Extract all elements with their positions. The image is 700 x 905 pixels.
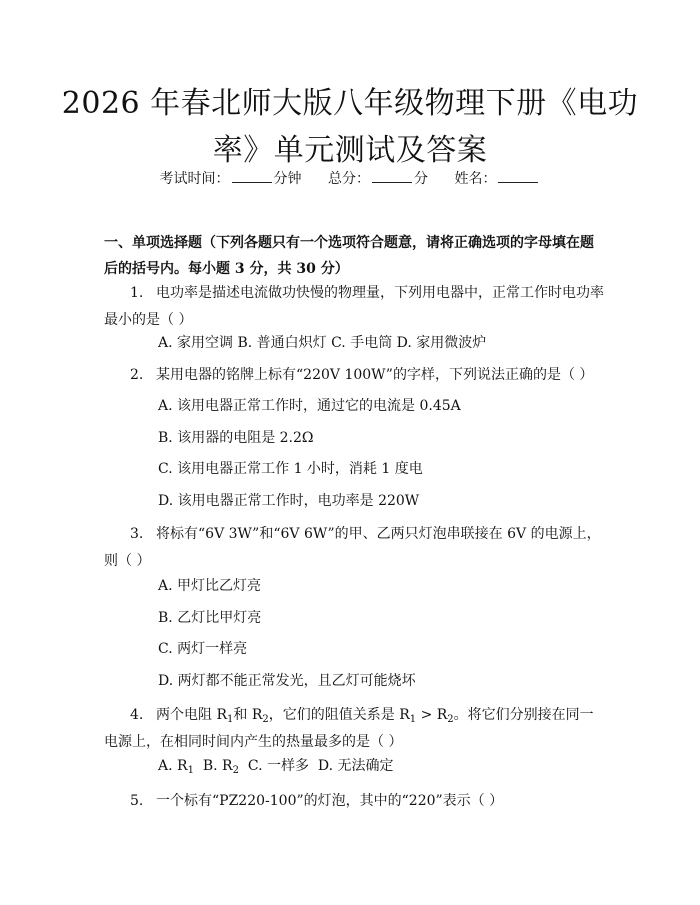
question-number: 1. <box>130 285 144 301</box>
question-1 <box>104 280 604 334</box>
question-3 <box>104 521 604 575</box>
time-unit: 分钟 <box>273 171 302 187</box>
score-blank[interactable] <box>372 170 412 183</box>
option-b: B. 该用器的电阻是 2.2Ω <box>158 430 314 446</box>
score-unit: 分 <box>414 171 428 187</box>
question-2 <box>104 362 604 389</box>
question-number: 2. <box>130 367 144 383</box>
question-5 <box>104 788 604 815</box>
time-label: 考试时间： <box>159 171 230 187</box>
page-title: 2026 年春北师大版八年级物理下册《电功率》单元测试及答案 <box>61 86 639 168</box>
question-4: 4. 两个电阻 $R_1$和 $R_2$，它们的阻值关系是 $R_1 > R_2$。将它们分别接在同一电源上，在相同时间内产生的热量最多的是（ ） <box>104 702 604 756</box>
question-1-options: A. 家用空调 B. 普通白炽灯 C. 手电筒 D. 家用微波炉 <box>158 335 487 351</box>
question-number: 5. <box>130 793 144 809</box>
option-a: A. 该用电器正常工作时，通过它的电流是 0.45A <box>158 398 461 414</box>
section-heading: 一、单项选择题（下列各题只有一个选项符合题意，请将正确选项的字母填在题后的括号内。每小题 3 分，共 30 分） <box>104 235 594 277</box>
question-number: 3. <box>130 526 144 542</box>
question-text: 某用电器的铭牌上标有“220V 100W”的字样，下列说法正确的是（ ） <box>156 367 594 383</box>
option-b: B. 乙灯比甲灯亮 <box>158 610 262 626</box>
option-d: D. 该用电器正常工作时，电功率是 220W <box>158 493 420 509</box>
question-text: 电功率是描述电流做功快慢的物理量，下列用电器中，正常工作时电功率最小的是（ ） <box>104 285 604 328</box>
option-a: A. 甲灯比乙灯亮 <box>158 578 262 594</box>
question-text: 将标有“6V 3W”和“6V 6W”的甲、乙两只灯泡串联接在 6V 的电源上，则（ ） <box>104 526 601 569</box>
name-label: 姓名： <box>454 171 497 187</box>
score-label: 总分： <box>328 171 370 187</box>
time-blank[interactable] <box>232 170 272 183</box>
option-c: C. 该用电器正常工作 1 小时，消耗 1 度电 <box>158 461 423 477</box>
option-d: D. 两灯都不能正常发光，且乙灯可能烧坏 <box>158 673 416 689</box>
exam-info-line <box>0 168 700 188</box>
option-c: C. 两灯一样亮 <box>158 641 248 657</box>
question-number: 4. <box>130 707 144 723</box>
question-text: 一个标有“PZ220-100”的灯泡，其中的“220”表示（ ） <box>156 793 504 809</box>
question-4-options: A. $R_1$ B. $R_2$ C. 一样多 D. 无法确定 <box>158 758 394 776</box>
name-blank[interactable] <box>498 170 538 183</box>
